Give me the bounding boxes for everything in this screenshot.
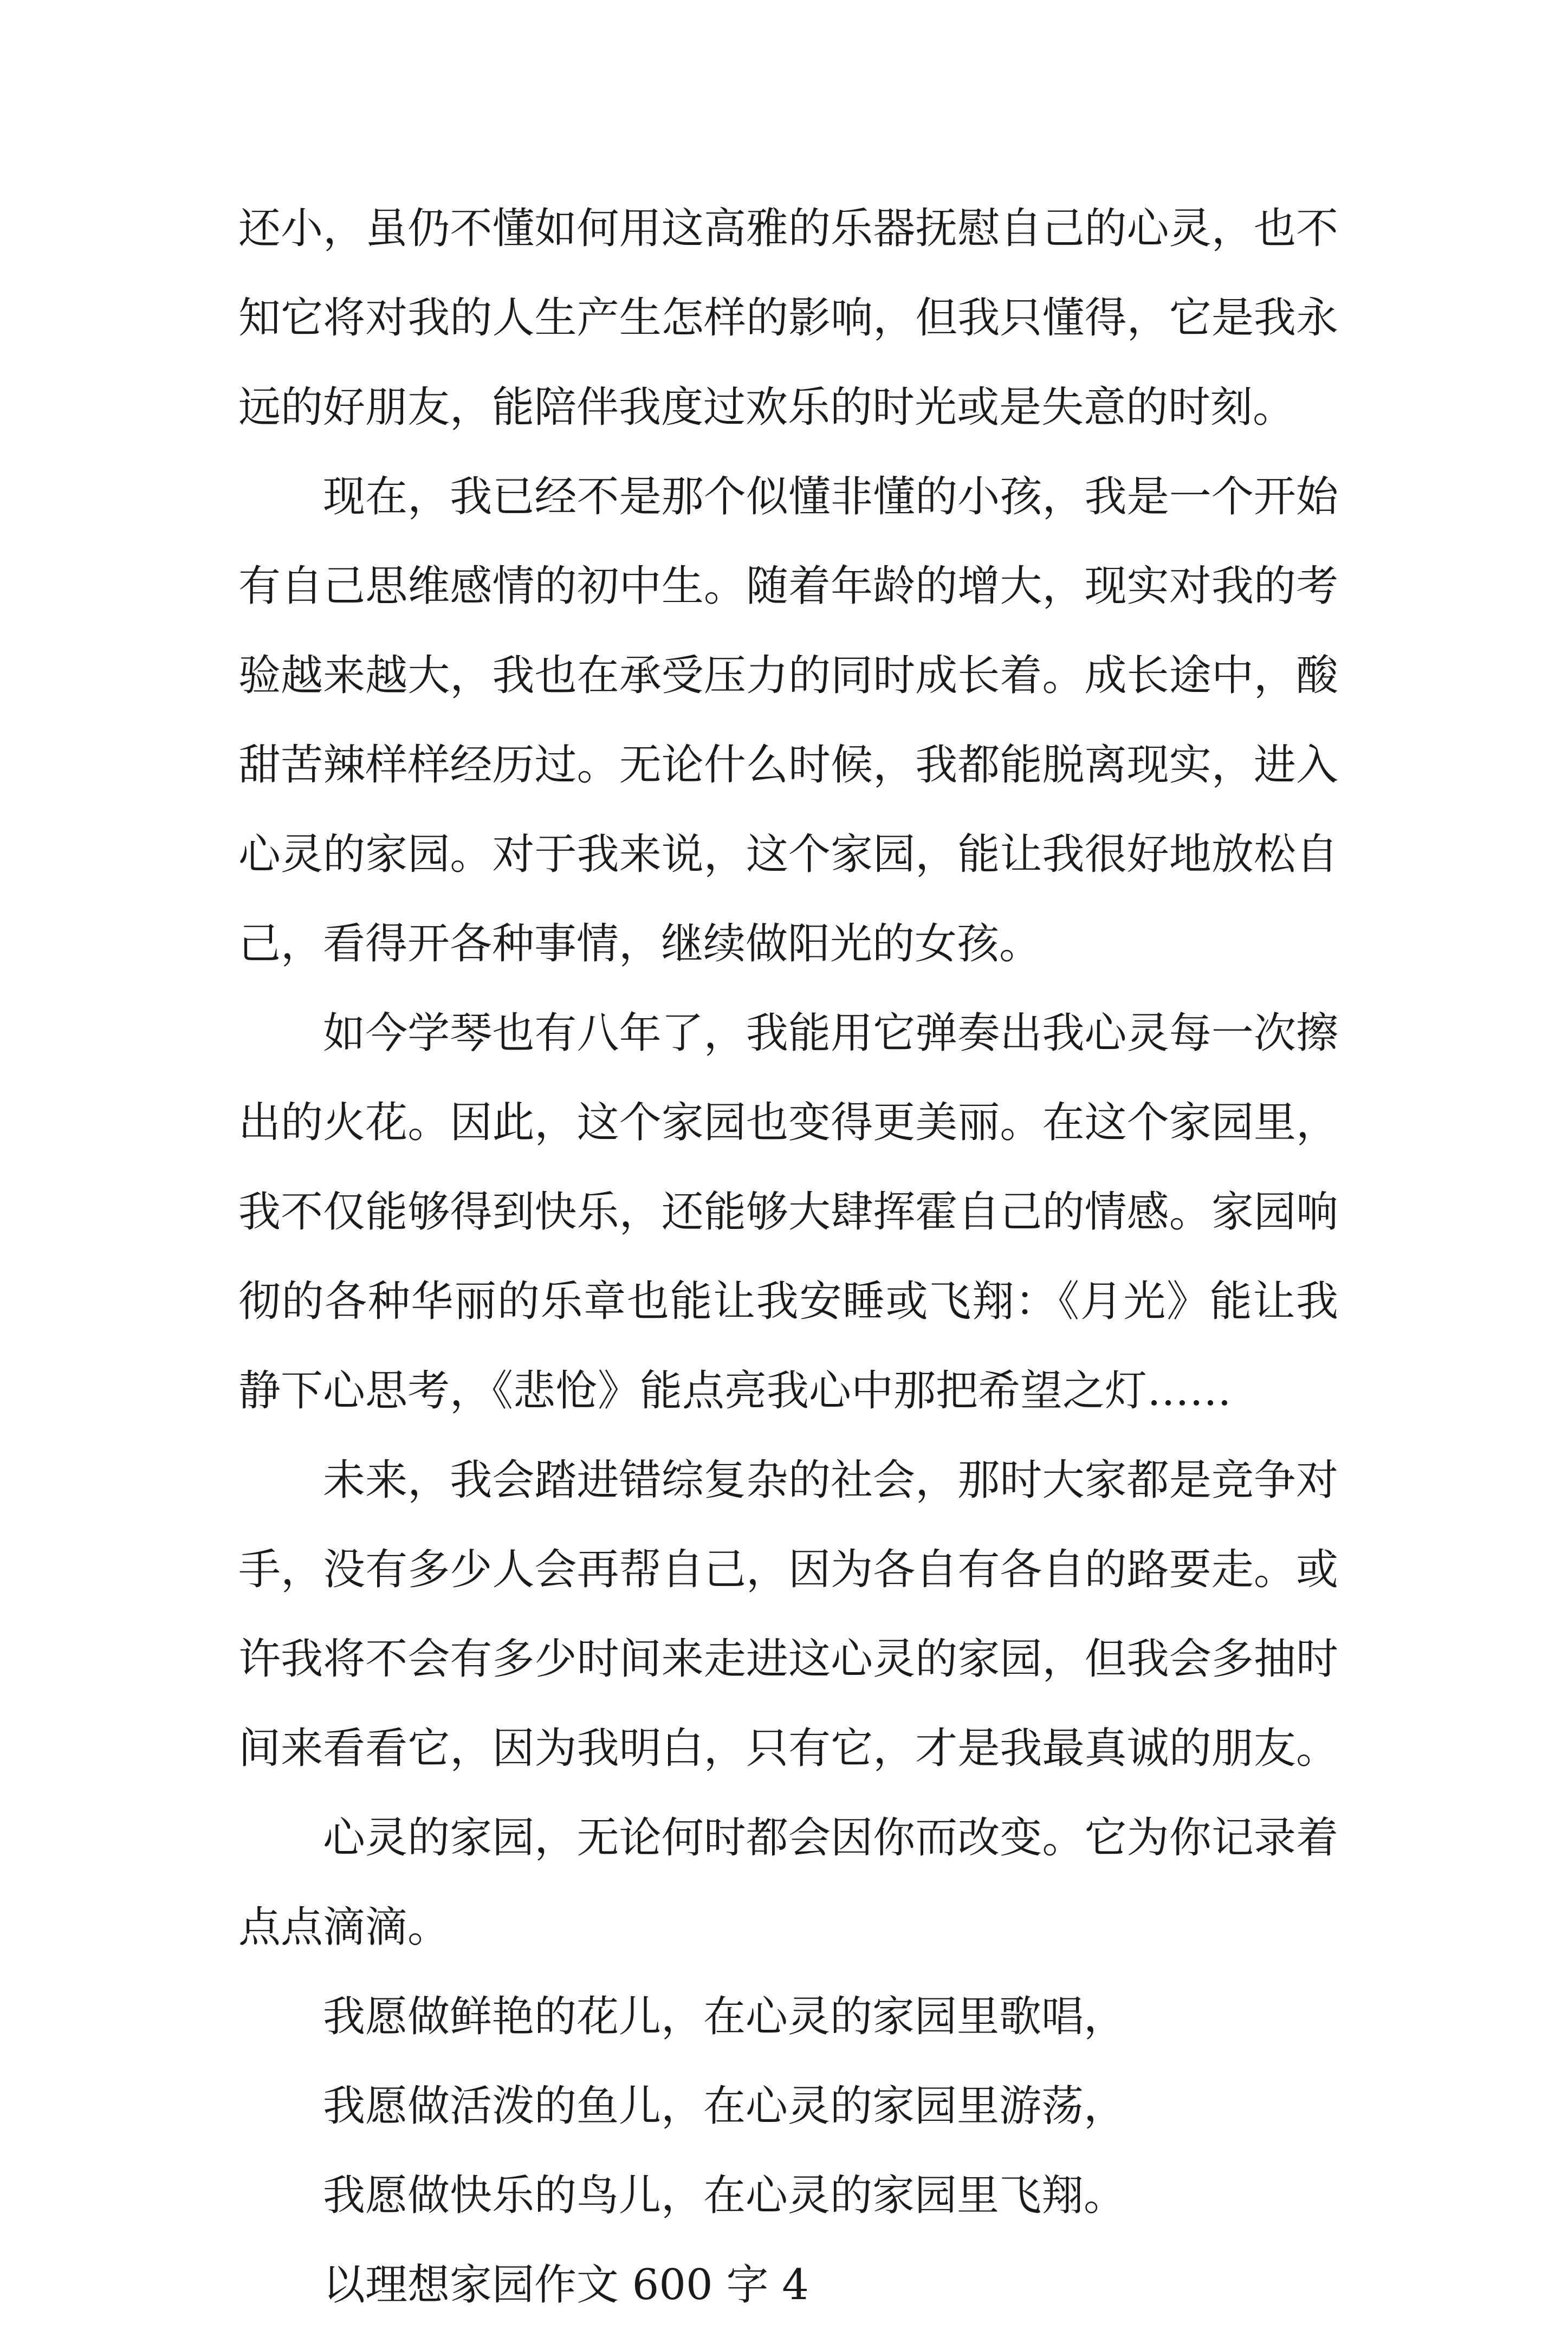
paragraph-first-line: 心灵的家园，无论何时都会因你而改变。它为你记录着	[323, 1814, 1338, 1862]
text-line: 心灵的家园。对于我来说，这个家园，能让我很好地放松自	[238, 830, 1338, 879]
text-line: 己，看得开各种事情，继续做阳光的女孩。	[238, 920, 1042, 968]
poem-line: 我愿做鲜艳的花儿，在心灵的家园里歌唱，	[323, 1992, 1126, 2041]
text-line: 知它将对我的人生产生怎样的影响，但我只懂得，它是我永	[238, 294, 1338, 342]
paragraph-first-line: 现在，我已经不是那个似懂非懂的小孩，我是一个开始	[323, 473, 1338, 521]
paragraph-first-line: 如今学琴也有八年了，我能用它弹奏出我心灵每一次擦	[323, 1009, 1338, 1058]
text-line: 许我将不会有多少时间来走进这心灵的家园，但我会多抽时	[238, 1635, 1338, 1684]
poem-line: 我愿做活泼的鱼儿，在心灵的家园里游荡，	[323, 2082, 1126, 2131]
text-line: 甜苦辣样样经历过。无论什么时候，我都能脱离现实，进入	[238, 741, 1338, 789]
text-line: 有自己思维感情的初中生。随着年龄的增大，现实对我的考	[238, 562, 1338, 611]
text-line: 间来看看它，因为我明白，只有它，才是我最真诚的朋友。	[238, 1724, 1338, 1773]
section-heading: 以理想家园作文 600 字 4	[323, 2261, 809, 2309]
text-line: 远的好朋友，能陪伴我度过欢乐的时光或是失意的时刻。	[238, 383, 1295, 432]
text-line: 还小，虽仍不懂如何用这高雅的乐器抚慰自己的心灵，也不	[238, 204, 1338, 253]
text-line: 点点滴滴。	[238, 1903, 450, 1952]
poem-line: 我愿做快乐的鸟儿，在心灵的家园里飞翔。	[323, 2171, 1126, 2220]
text-line: 我不仅能够得到快乐，还能够大肆挥霍自己的情感。家园响	[238, 1188, 1338, 1237]
document-body	[238, 184, 1338, 2330]
paragraph-first-line: 未来，我会踏进错综复杂的社会，那时大家都是竞争对	[323, 1456, 1338, 1505]
text-line: 彻的各种华丽的乐章也能让我安睡或飞翔：《月光》能让我	[238, 1277, 1338, 1326]
text-line: 出的火花。因此，这个家园也变得更美丽。在这个家园里，	[238, 1098, 1338, 1147]
text-line: 手，没有多少人会再帮自己，因为各自有各自的路要走。或	[238, 1545, 1338, 1594]
text-line: 静下心思考，《悲怆》能点亮我心中那把希望之灯……	[238, 1367, 1232, 1415]
text-line: 验越来越大，我也在承受压力的同时成长着。成长途中，酸	[238, 651, 1338, 700]
